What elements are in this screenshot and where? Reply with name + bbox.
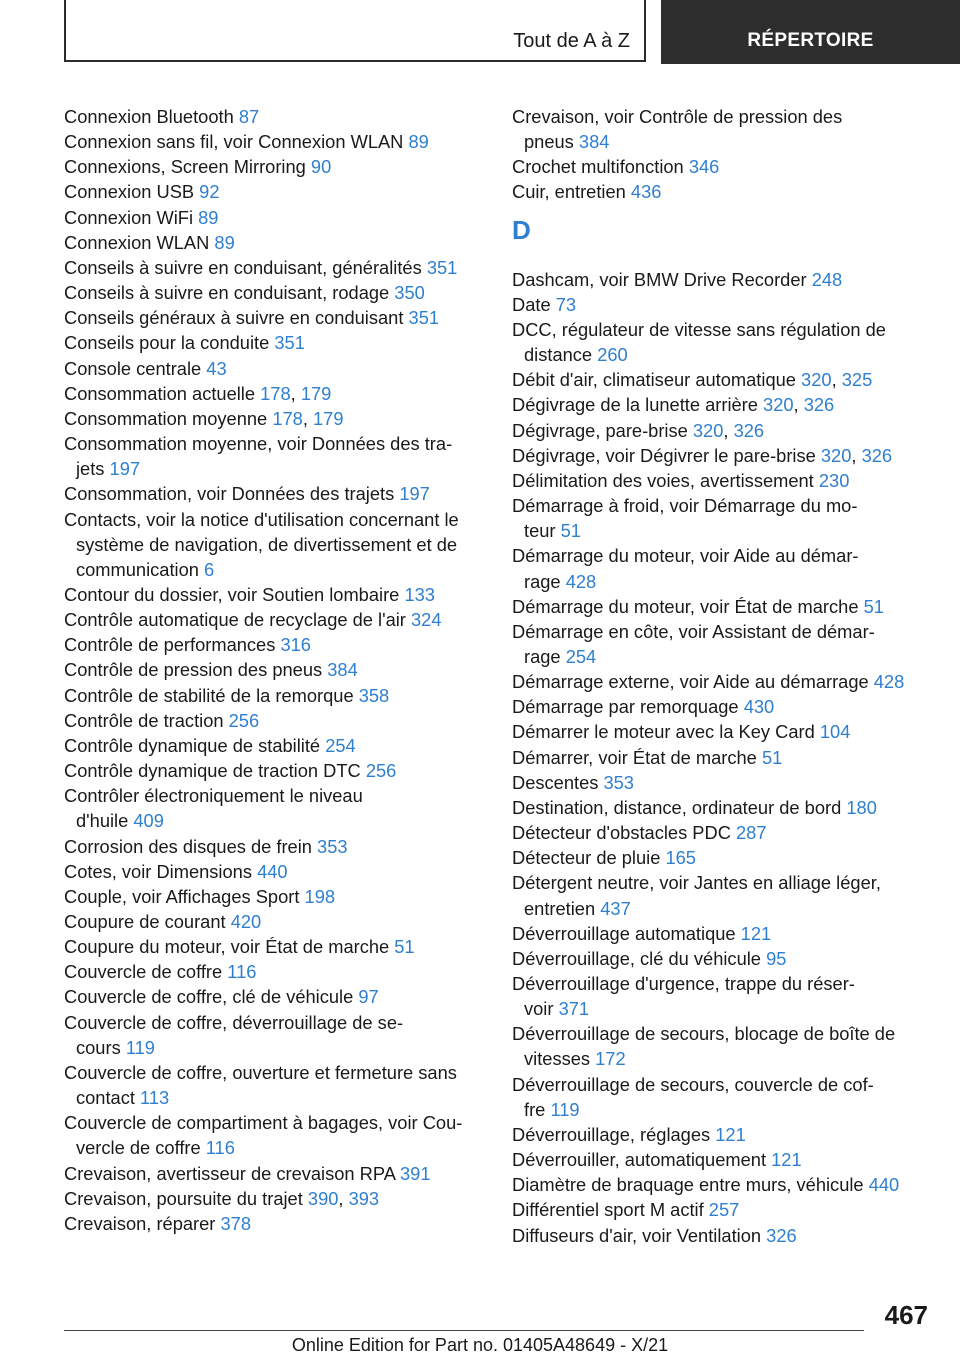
page-reference-link[interactable]: 256	[365, 760, 397, 782]
index-entry-text: Conseils à suivre en conduisant, généralités	[64, 256, 422, 278]
section-tab	[64, 0, 646, 62]
page-reference-link[interactable]: 92	[199, 181, 220, 203]
index-entry	[64, 607, 484, 632]
index-entry-text: Déverrouillage automatique	[512, 922, 736, 944]
index-entry-text: Démarrage en côte, voir Assistant de démar-	[512, 620, 875, 642]
index-entry	[64, 934, 484, 959]
index-entry-text: Coupure de courant	[64, 911, 226, 932]
index-entry	[512, 317, 932, 367]
index-entry-text: Conseils pour la conduite	[64, 332, 270, 354]
index-entry-text: Démarrage externe, voir Aide au démarrage	[512, 671, 869, 693]
page-reference-link[interactable]: 254	[325, 734, 356, 756]
page-reference-link[interactable]: 89	[198, 206, 219, 228]
index-entry	[64, 859, 484, 884]
page-reference-link[interactable]: 320	[692, 419, 724, 441]
index-entry-text: Couvercle de compartiment à bagages, voir Cou-	[64, 1112, 463, 1134]
index-entry-text: Dashcam, voir BMW Drive Recorder	[512, 268, 807, 290]
index-entry-text: Contour du dossier, voir Soutien lombaire	[64, 583, 400, 605]
index-entry-text: système de navigation, de divertissement et de	[76, 533, 458, 555]
index-entry-text: entretien	[524, 897, 596, 919]
index-entry-text: Diffuseurs d'air, voir Ventilation	[512, 1224, 762, 1246]
page-reference-link[interactable]: 89	[214, 231, 235, 253]
page-reference-link[interactable]: 257	[708, 1199, 740, 1221]
page-reference-link[interactable]: 320	[763, 394, 794, 416]
index-entry-text: Contrôle de performances	[64, 634, 276, 656]
index-entry-text: Cotes, voir Dimensions	[64, 860, 252, 882]
page-reference-link[interactable]: 230	[818, 469, 850, 491]
index-entry	[64, 984, 484, 1009]
page-reference-link[interactable]: 116	[227, 961, 257, 983]
index-entry-text: Démarrage du moteur, voir Aide au démar-	[512, 545, 859, 567]
index-entry	[512, 745, 932, 770]
index-entry-text: Déverrouillage, clé du véhicule	[512, 947, 761, 969]
index-entry-text: Couvercle de coffre, clé de véhicule	[64, 986, 354, 1008]
index-entry-text: Dégivrage, pare-brise	[512, 419, 688, 441]
page-reference-link[interactable]: 409	[133, 810, 164, 832]
page-reference-link[interactable]: 116	[205, 1137, 235, 1159]
index-entry-text: Différentiel sport M actif	[512, 1199, 704, 1221]
index-entry	[512, 946, 932, 971]
index-entry	[512, 154, 932, 179]
page-reference-link[interactable]: 256	[228, 709, 260, 731]
index-entry-text: Délimitation des voies, avertissement	[512, 469, 814, 491]
page-reference-link[interactable]: 353	[603, 771, 634, 793]
index-entry	[64, 683, 484, 708]
index-entry-text: distance	[524, 344, 593, 366]
index-entry-text: Connexions, Screen Mirroring	[64, 156, 306, 178]
index-entry-text: communication	[76, 558, 199, 580]
index-entry	[64, 909, 484, 934]
index-entry-text: Consommation moyenne, voir Données des tra-	[64, 433, 453, 455]
index-entry-text: Dégivrage, voir Dégivrer le pare-brise	[512, 444, 816, 466]
index-entry-text: Démarrer le moteur avec la Key Card	[512, 721, 815, 743]
index-entry	[64, 104, 484, 129]
index-entry	[512, 1072, 932, 1122]
index-entry-text: pneus	[524, 131, 574, 153]
index-entry-text: Consommation moyenne	[64, 407, 268, 429]
index-entry	[64, 431, 484, 481]
page-reference-link[interactable]: 428	[565, 570, 597, 592]
index-entry: Débit d'air, climatiseur automatique 320, 325	[512, 369, 873, 391]
page-reference-link[interactable]: 133	[404, 583, 435, 605]
index-entry	[64, 230, 484, 255]
index-entry	[64, 733, 484, 758]
index-entry-text: Descentes	[512, 771, 599, 793]
page-reference-link[interactable]: 440	[257, 860, 288, 882]
index-entry: Consommation actuelle 178, 179	[64, 382, 332, 404]
index-entry	[64, 758, 484, 783]
index-entry	[64, 1010, 484, 1060]
page-reference-link[interactable]: 351	[274, 332, 305, 354]
page-reference-link[interactable]: 119	[125, 1036, 155, 1058]
index-entry: Dégivrage, pare-brise 320, 326	[512, 419, 765, 441]
index-entry-text: Démarrer, voir État de marche	[512, 746, 757, 768]
index-entry-text: Connexion sans fil, voir Connexion WLAN	[64, 131, 404, 153]
index-entry	[512, 770, 932, 795]
page-reference-link[interactable]: 371	[558, 998, 590, 1020]
page-reference-link[interactable]: 165	[665, 847, 696, 869]
page-reference-link[interactable]: 197	[109, 458, 141, 480]
index-entry-text: Crevaison, avertisseur de crevaison RPA	[64, 1162, 395, 1184]
index-entry-text: Détergent neutre, voir Jantes en alliage léger,	[512, 872, 881, 894]
index-entry-text: rage	[524, 645, 561, 667]
index-entry-text: vitesses	[524, 1048, 591, 1070]
page-reference-link[interactable]: 179	[300, 382, 332, 404]
page-reference-link[interactable]: 97	[358, 986, 379, 1008]
index-entry-text: cours	[76, 1036, 121, 1058]
page-reference-link[interactable]: 353	[317, 835, 348, 857]
index-entry-text: Connexion Bluetooth	[64, 106, 234, 127]
index-entry	[512, 468, 932, 493]
index-entry-text: Contrôle dynamique de stabilité	[64, 734, 321, 756]
page-reference-link[interactable]: 178	[272, 407, 303, 429]
chapter-tab-label: RÉPERTOIRE	[747, 30, 874, 51]
page-reference-link[interactable]: 320	[820, 444, 852, 466]
page-reference-link[interactable]: 6	[204, 558, 215, 580]
page-reference-link[interactable]: 437	[600, 897, 631, 919]
page-reference-link[interactable]: 384	[327, 659, 358, 681]
index-entry	[64, 708, 484, 733]
page-reference-link[interactable]: 254	[565, 645, 597, 667]
index-entry-text: Détecteur de pluie	[512, 847, 661, 869]
page-reference-link[interactable]: 351	[408, 307, 440, 329]
index-entry	[64, 255, 484, 280]
page-reference-link[interactable]: 390	[307, 1187, 339, 1209]
page-reference-link[interactable]: 324	[410, 609, 442, 631]
page-reference-link[interactable]: 436	[630, 181, 662, 203]
page-reference-link[interactable]: 326	[766, 1224, 797, 1246]
page-reference-link[interactable]: 351	[426, 256, 458, 278]
page-reference-link[interactable]: 358	[358, 684, 390, 706]
page-reference-link[interactable]: 95	[766, 947, 787, 969]
index-entry	[512, 795, 932, 820]
index-entry-text: Conseils généraux à suivre en conduisant	[64, 307, 404, 329]
index-entry	[512, 1021, 932, 1071]
index-entry-text: Crevaison, poursuite du trajet	[64, 1187, 303, 1209]
page-reference-link[interactable]: 326	[861, 444, 893, 466]
page-reference-link[interactable]: 316	[280, 634, 311, 656]
index-entry	[64, 179, 484, 204]
index-entry-text: fre	[524, 1098, 546, 1120]
index-entry	[512, 292, 932, 317]
page-reference-link[interactable]: 391	[400, 1162, 431, 1184]
index-entry-text: Contrôle automatique de recyclage de l'air	[64, 609, 406, 631]
index-entry-text: Conseils à suivre en conduisant, rodage	[64, 282, 390, 304]
index-entry-text: d'huile	[76, 810, 129, 832]
index-entry-text: rage	[524, 570, 561, 592]
page-reference-link[interactable]: 326	[733, 419, 765, 441]
page-reference-link[interactable]: 178	[260, 382, 291, 404]
page-reference-link[interactable]: 320	[801, 369, 832, 391]
page-reference-link[interactable]: 89	[408, 131, 429, 153]
page-reference-link[interactable]: 378	[220, 1212, 252, 1234]
page-reference-link[interactable]: 260	[597, 344, 628, 366]
index-entry-text: DCC, régulateur de vitesse sans régulation de	[512, 318, 886, 340]
index-entry-text: Connexion USB	[64, 181, 195, 203]
index-entry	[64, 959, 484, 984]
footer-divider	[64, 1330, 864, 1331]
index-entry-text: Destination, distance, ordinateur de bord	[512, 796, 842, 818]
index-entry	[64, 305, 484, 330]
index-entry-text: Déverrouillage, réglages	[512, 1123, 711, 1145]
index-entry	[64, 1110, 484, 1160]
index-entry	[512, 694, 932, 719]
index-entry-text: vercle de coffre	[76, 1137, 201, 1159]
page-reference-link[interactable]: 119	[550, 1098, 580, 1120]
index-entry-text: contact	[76, 1087, 135, 1109]
index-entry	[64, 1211, 484, 1236]
index-entry	[64, 205, 484, 230]
page-reference-link[interactable]: 198	[304, 885, 336, 907]
index-entry	[512, 493, 932, 543]
page-reference-link[interactable]: 384	[578, 131, 610, 153]
index-entry-text: teur	[524, 520, 556, 542]
index-entry-text: Connexion WLAN	[64, 231, 210, 253]
index-entry	[512, 543, 932, 593]
index-entry	[64, 154, 484, 179]
index-entry	[512, 594, 932, 619]
index-entry	[512, 1172, 932, 1197]
index-entry-text: Date	[512, 293, 551, 315]
index-entry	[512, 870, 932, 920]
page-reference-link[interactable]: 51	[560, 520, 581, 542]
index-entry	[512, 1147, 932, 1172]
index-entry-text: Couvercle de coffre, ouverture et fermeture sans	[64, 1061, 457, 1083]
page-reference-link[interactable]: 180	[846, 796, 877, 818]
index-entry	[64, 481, 484, 506]
index-entry-text: Contrôle de stabilité de la remorque	[64, 684, 354, 706]
index-entry-text: Déverrouiller, automatiquement	[512, 1149, 767, 1171]
page-header	[64, 0, 960, 64]
index-entry	[64, 129, 484, 154]
index-entry-text: Détecteur d'obstacles PDC	[512, 822, 731, 844]
page-reference-link[interactable]: 420	[230, 911, 262, 932]
index-entry-text: Démarrage par remorquage	[512, 696, 739, 718]
index-entry-text: Consommation actuelle	[64, 382, 256, 404]
index-letter-heading: D	[512, 214, 531, 245]
index-entry	[512, 179, 932, 204]
index-entry-text: Crochet multifonction	[512, 156, 684, 178]
index-entry-text: Couple, voir Affichages Sport	[64, 885, 300, 907]
index-column-left	[64, 104, 484, 1236]
index-entry-text: Démarrage à froid, voir Démarrage du mo-	[512, 495, 858, 517]
index-entry-text: Coupure du moteur, voir État de marche	[64, 936, 390, 958]
footer-edition-text: Online Edition for Part no. 01405A48649 - X/21	[291, 1335, 669, 1355]
index-entry-text: Console centrale	[64, 357, 202, 379]
index-entry: Dégivrage de la lunette arrière 320, 326	[512, 394, 835, 416]
page-number: 467	[884, 1300, 928, 1330]
index-entry-text: jets	[76, 458, 105, 480]
page-reference-link[interactable]: 73	[555, 293, 577, 315]
page-reference-link[interactable]: 113	[140, 1087, 170, 1109]
page-reference-link[interactable]: 104	[819, 721, 851, 743]
page-reference-link[interactable]: 51	[394, 936, 415, 958]
index-entry-text: Contacts, voir la notice d'utilisation concernant le	[64, 508, 459, 530]
index-entry-text: Connexion WiFi	[64, 206, 194, 228]
index-entry	[512, 971, 932, 1021]
page-reference-link[interactable]: 51	[863, 595, 884, 617]
index-entry-text: Déverrouillage d'urgence, trappe du réser-	[512, 973, 855, 994]
index-entry-text: Démarrage du moteur, voir État de marche	[512, 595, 859, 617]
index-entry	[64, 356, 484, 381]
page-reference-link[interactable]: 121	[715, 1123, 746, 1145]
index-entry-text: Couvercle de coffre	[64, 961, 223, 983]
page-reference-link[interactable]: 43	[206, 357, 227, 379]
index-entry-text: Contrôler électroniquement le niveau	[64, 785, 363, 807]
page-reference-link[interactable]: 179	[313, 407, 344, 429]
index-entry	[512, 1122, 932, 1147]
page-reference-link[interactable]: 430	[743, 696, 775, 718]
index-entry-text: Dégivrage de la lunette arrière	[512, 394, 758, 416]
page-reference-link[interactable]: 440	[868, 1174, 900, 1196]
index-entry: Dégivrage, voir Dégivrer le pare-brise 320, 326	[512, 444, 893, 466]
index-column-right	[512, 104, 932, 1248]
index-entry	[512, 820, 932, 845]
index-entry	[64, 783, 484, 833]
index-entry	[64, 1060, 484, 1110]
index-entry-text: Couvercle de coffre, déverrouillage de se-	[64, 1011, 404, 1033]
index-entry	[512, 1197, 932, 1222]
index-entry-text: Déverrouillage de secours, blocage de boîte de	[512, 1023, 896, 1045]
index-entry	[512, 267, 932, 292]
page-reference-link[interactable]: 350	[394, 282, 425, 304]
chapter-tab	[661, 0, 960, 64]
index-entry-text: Crevaison, réparer	[64, 1212, 216, 1234]
page-reference-link[interactable]: 90	[310, 156, 332, 178]
index-entry	[64, 632, 484, 657]
index-entry	[64, 834, 484, 859]
index-entry	[64, 657, 484, 682]
page-reference-link[interactable]: 326	[803, 394, 835, 416]
index-entry	[512, 845, 932, 870]
index-entry	[64, 884, 484, 909]
index-entry	[512, 921, 932, 946]
index-entry-text: Contrôle de pression des pneus	[64, 659, 323, 681]
index-entry	[512, 1223, 932, 1248]
index-entry-text: Déverrouillage de secours, couvercle de cof-	[512, 1073, 874, 1095]
index-entry	[512, 104, 932, 154]
section-tab-label: Tout de A à Z	[513, 30, 630, 52]
index-entry-text: Crevaison, voir Contrôle de pression des	[512, 106, 843, 127]
page-reference-link[interactable]: 51	[761, 746, 783, 768]
index-entry-text: Corrosion des disques de frein	[64, 835, 312, 857]
index-entry-text: Contrôle dynamique de traction DTC	[64, 760, 361, 782]
page-reference-link[interactable]: 248	[811, 268, 843, 290]
page-reference-link[interactable]: 121	[740, 922, 772, 944]
index-entry: Consommation moyenne 178, 179	[64, 407, 344, 429]
page-reference-link[interactable]: 197	[399, 483, 430, 505]
page-reference-link[interactable]: 287	[736, 822, 767, 844]
page-reference-link[interactable]: 325	[841, 369, 873, 391]
index-entry: Crevaison, poursuite du trajet 390, 393	[64, 1187, 380, 1209]
page-reference-link[interactable]: 393	[348, 1187, 380, 1209]
page-reference-link[interactable]: 172	[595, 1048, 626, 1070]
index-entry-text: Cuir, entretien	[512, 181, 626, 203]
index-entry	[64, 280, 484, 305]
index-entry-text: voir	[524, 998, 554, 1020]
index-entry-text: Diamètre de braquage entre murs, véhicule	[512, 1174, 864, 1196]
page-reference-link[interactable]: 428	[873, 671, 905, 693]
index-entry	[64, 507, 484, 582]
index-entry	[64, 1161, 484, 1186]
index-entry	[64, 582, 484, 607]
index-entry	[512, 619, 932, 669]
index-entry	[64, 330, 484, 355]
page-reference-link[interactable]: 121	[771, 1149, 802, 1171]
index-entry-text: Consommation, voir Données des trajets	[64, 483, 395, 505]
page-reference-link[interactable]: 346	[688, 156, 720, 178]
page-reference-link[interactable]: 87	[238, 106, 260, 127]
index-entry-text: Contrôle de traction	[64, 709, 224, 731]
index-entry	[512, 719, 932, 744]
index-entry	[512, 669, 932, 694]
index-entry-text: Débit d'air, climatiseur automatique	[512, 369, 796, 391]
